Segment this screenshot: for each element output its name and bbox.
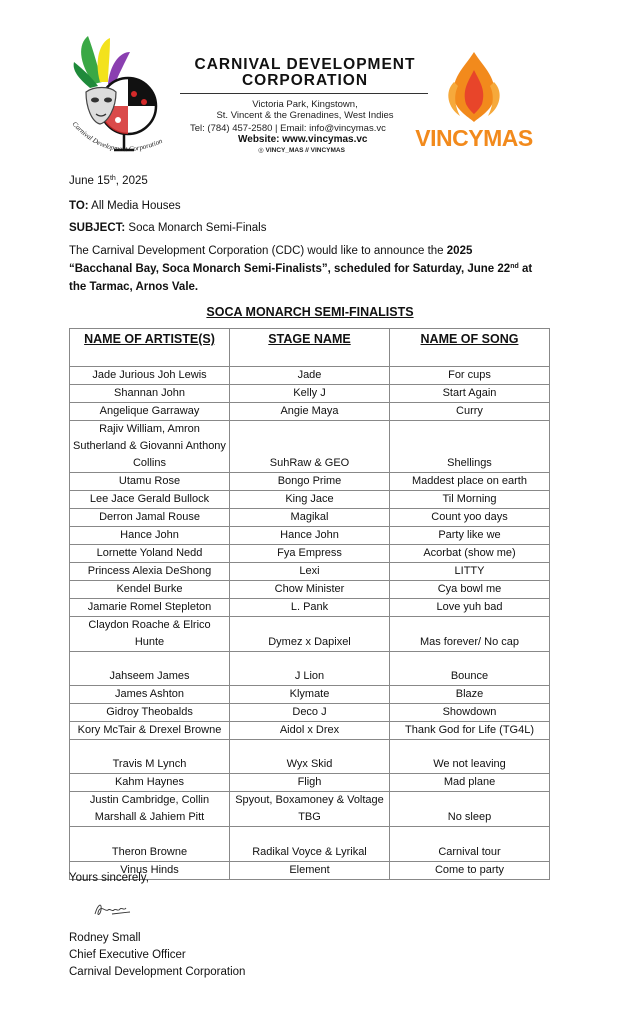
song-cell: Blaze: [390, 686, 550, 704]
table-row: [70, 722, 550, 740]
song-cell: Til Morning: [390, 491, 550, 509]
stage-name-cell: Fya Empress: [230, 545, 390, 563]
song-cell: Mas forever/ No cap: [390, 617, 550, 652]
artist-cell: Hance John: [70, 527, 230, 545]
stage-name-cell: Jade: [230, 367, 390, 385]
stage-name-cell: Radikal Voyce & Lyrikal: [230, 827, 390, 861]
address-line2: St. Vincent & the Grenadines, West Indies: [216, 110, 394, 121]
stage-name-cell: Aidol x Drex: [230, 722, 390, 740]
stage-name-cell: King Jace: [230, 491, 390, 509]
artist-cell: Jahseem James: [70, 652, 230, 686]
song-cell: Come to party: [390, 861, 550, 879]
letter-date: June 15th, 2025: [69, 175, 148, 187]
title-divider: [180, 93, 428, 94]
contact-info: Tel: (784) 457-2580 | Email: info@vincymas.vc: [190, 123, 386, 134]
table-row: [70, 473, 550, 491]
song-cell: Cya bowl me: [390, 581, 550, 599]
artist-cell: Princess Alexia DeShong: [70, 563, 230, 581]
org-title-line1: CARNIVAL DEVELOPMENT: [194, 56, 416, 73]
announcement-line3: the Tarmac, Arnos Vale.: [69, 281, 199, 293]
vincymas-logo: [414, 48, 534, 152]
song-cell: Love yuh bad: [390, 599, 550, 617]
vincymas-wordmark: VINCYMAS: [415, 125, 533, 151]
table-row: [70, 740, 550, 774]
artist-cell: Claydon Roache & Elrico Hunte: [70, 617, 230, 652]
address-line1: Victoria Park, Kingstown,: [252, 99, 358, 110]
artist-cell: Lornette Yoland Nedd: [70, 545, 230, 563]
table-row: [70, 403, 550, 421]
song-cell: Maddest place on earth: [390, 473, 550, 491]
song-cell: Thank God for Life (TG4L): [390, 722, 550, 740]
artist-cell: Lee Jace Gerald Bullock: [70, 491, 230, 509]
table-row: [70, 421, 550, 473]
artist-cell: Travis M Lynch: [70, 740, 230, 774]
table-header-row: [70, 329, 550, 367]
artist-cell: Utamu Rose: [70, 473, 230, 491]
recipient-line: TO: All Media Houses: [69, 200, 181, 212]
valediction: Yours sincerely,: [69, 872, 149, 884]
header-stage-name: STAGE NAME: [230, 329, 390, 367]
stage-name-cell: L. Pank: [230, 599, 390, 617]
artist-cell: Jade Jurious Joh Lewis: [70, 367, 230, 385]
list-heading: SOCA MONARCH SEMI-FINALISTS: [206, 305, 414, 319]
song-cell: Carnival tour: [390, 827, 550, 861]
semi-finalists-table: [69, 328, 550, 880]
table-row: [70, 652, 550, 686]
artist-cell: Angelique Garraway: [70, 403, 230, 421]
stage-name-cell: J Lion: [230, 652, 390, 686]
signer-title: Chief Executive Officer: [69, 949, 186, 961]
artist-cell: Justin Cambridge, Collin Marshall & Jahiem Pitt: [70, 792, 230, 827]
table-row: [70, 827, 550, 861]
artist-cell: Kendel Burke: [70, 581, 230, 599]
header-artist: NAME OF ARTISTE(S): [70, 329, 230, 367]
table-row: [70, 774, 550, 792]
stage-name-cell: Fligh: [230, 774, 390, 792]
song-cell: Bounce: [390, 652, 550, 686]
website: Website: www.vincymas.vc: [238, 134, 368, 145]
stage-name-cell: Angie Maya: [230, 403, 390, 421]
announcement-line1: The Carnival Development Corporation (CDC) would like to announce the 2025: [69, 245, 473, 257]
table-row: [70, 792, 550, 827]
org-title-line2: CORPORATION: [241, 72, 369, 89]
table-row: [70, 527, 550, 545]
artist-cell: Gidroy Theobalds: [70, 704, 230, 722]
table-row: [70, 599, 550, 617]
stage-name-cell: Chow Minister: [230, 581, 390, 599]
song-cell: No sleep: [390, 792, 550, 827]
stage-name-cell: Lexi: [230, 563, 390, 581]
logo-caption: Carnival Development Corporation: [70, 120, 164, 154]
stage-name-cell: Element: [230, 861, 390, 879]
song-cell: Mad plane: [390, 774, 550, 792]
song-cell: Shellings: [390, 421, 550, 473]
stage-name-cell: Wyx Skid: [230, 740, 390, 774]
feather-yellow-icon: [98, 38, 110, 82]
stage-name-cell: Klymate: [230, 686, 390, 704]
table-row: [70, 581, 550, 599]
song-cell: Count yoo days: [390, 509, 550, 527]
table-row: [70, 563, 550, 581]
table-row: [70, 509, 550, 527]
artist-cell: Shannan John: [70, 385, 230, 403]
table-row: [70, 367, 550, 385]
artist-cell: Jamarie Romel Stepleton: [70, 599, 230, 617]
header-song: NAME OF SONG: [390, 329, 550, 367]
table-row: [70, 385, 550, 403]
table-row: [70, 617, 550, 652]
artist-cell: Vinus Hinds: [70, 861, 230, 879]
social-text: VINCY_MAS // VINCYMAS: [265, 147, 345, 154]
artist-cell: Derron Jamal Rouse: [70, 509, 230, 527]
stage-name-cell: Deco J: [230, 704, 390, 722]
signer-name: Rodney Small: [69, 932, 141, 944]
announcement-line2: “Bacchanal Bay, Soca Monarch Semi-Finalists”, scheduled for Saturday, June 22nd at: [69, 263, 533, 275]
artist-cell: Theron Browne: [70, 827, 230, 861]
song-cell: For cups: [390, 367, 550, 385]
cdc-logo: [64, 32, 176, 164]
song-cell: We not leaving: [390, 740, 550, 774]
stage-name-cell: SuhRaw & GEO: [230, 421, 390, 473]
song-cell: LITTY: [390, 563, 550, 581]
stage-name-cell: Magikal: [230, 509, 390, 527]
table-row: [70, 686, 550, 704]
signature-image: [92, 898, 132, 920]
subject-line: SUBJECT: Soca Monarch Semi-Finals: [69, 222, 267, 234]
song-cell: Start Again: [390, 385, 550, 403]
song-cell: Acorbat (show me): [390, 545, 550, 563]
song-cell: Showdown: [390, 704, 550, 722]
table-row: [70, 704, 550, 722]
stage-name-cell: Spyout, Boxamoney & Voltage TBG: [230, 792, 390, 827]
stage-name-cell: Hance John: [230, 527, 390, 545]
stage-name-cell: Dymez x Dapixel: [230, 617, 390, 652]
social-handles: ◎ VINCY_MAS // VINCYMAS: [258, 147, 345, 154]
song-cell: Curry: [390, 403, 550, 421]
table-row: [70, 545, 550, 563]
song-cell: Party like we: [390, 527, 550, 545]
artist-cell: Kahm Haynes: [70, 774, 230, 792]
artist-cell: James Ashton: [70, 686, 230, 704]
table-row: [70, 491, 550, 509]
artist-cell: Kory McTair & Drexel Browne: [70, 722, 230, 740]
stage-name-cell: Kelly J: [230, 385, 390, 403]
signer-organization: Carnival Development Corporation: [69, 966, 246, 978]
stage-name-cell: Bongo Prime: [230, 473, 390, 491]
artist-cell: Rajiv William, Amron Sutherland & Giovanni Anthony Collins: [70, 421, 230, 473]
